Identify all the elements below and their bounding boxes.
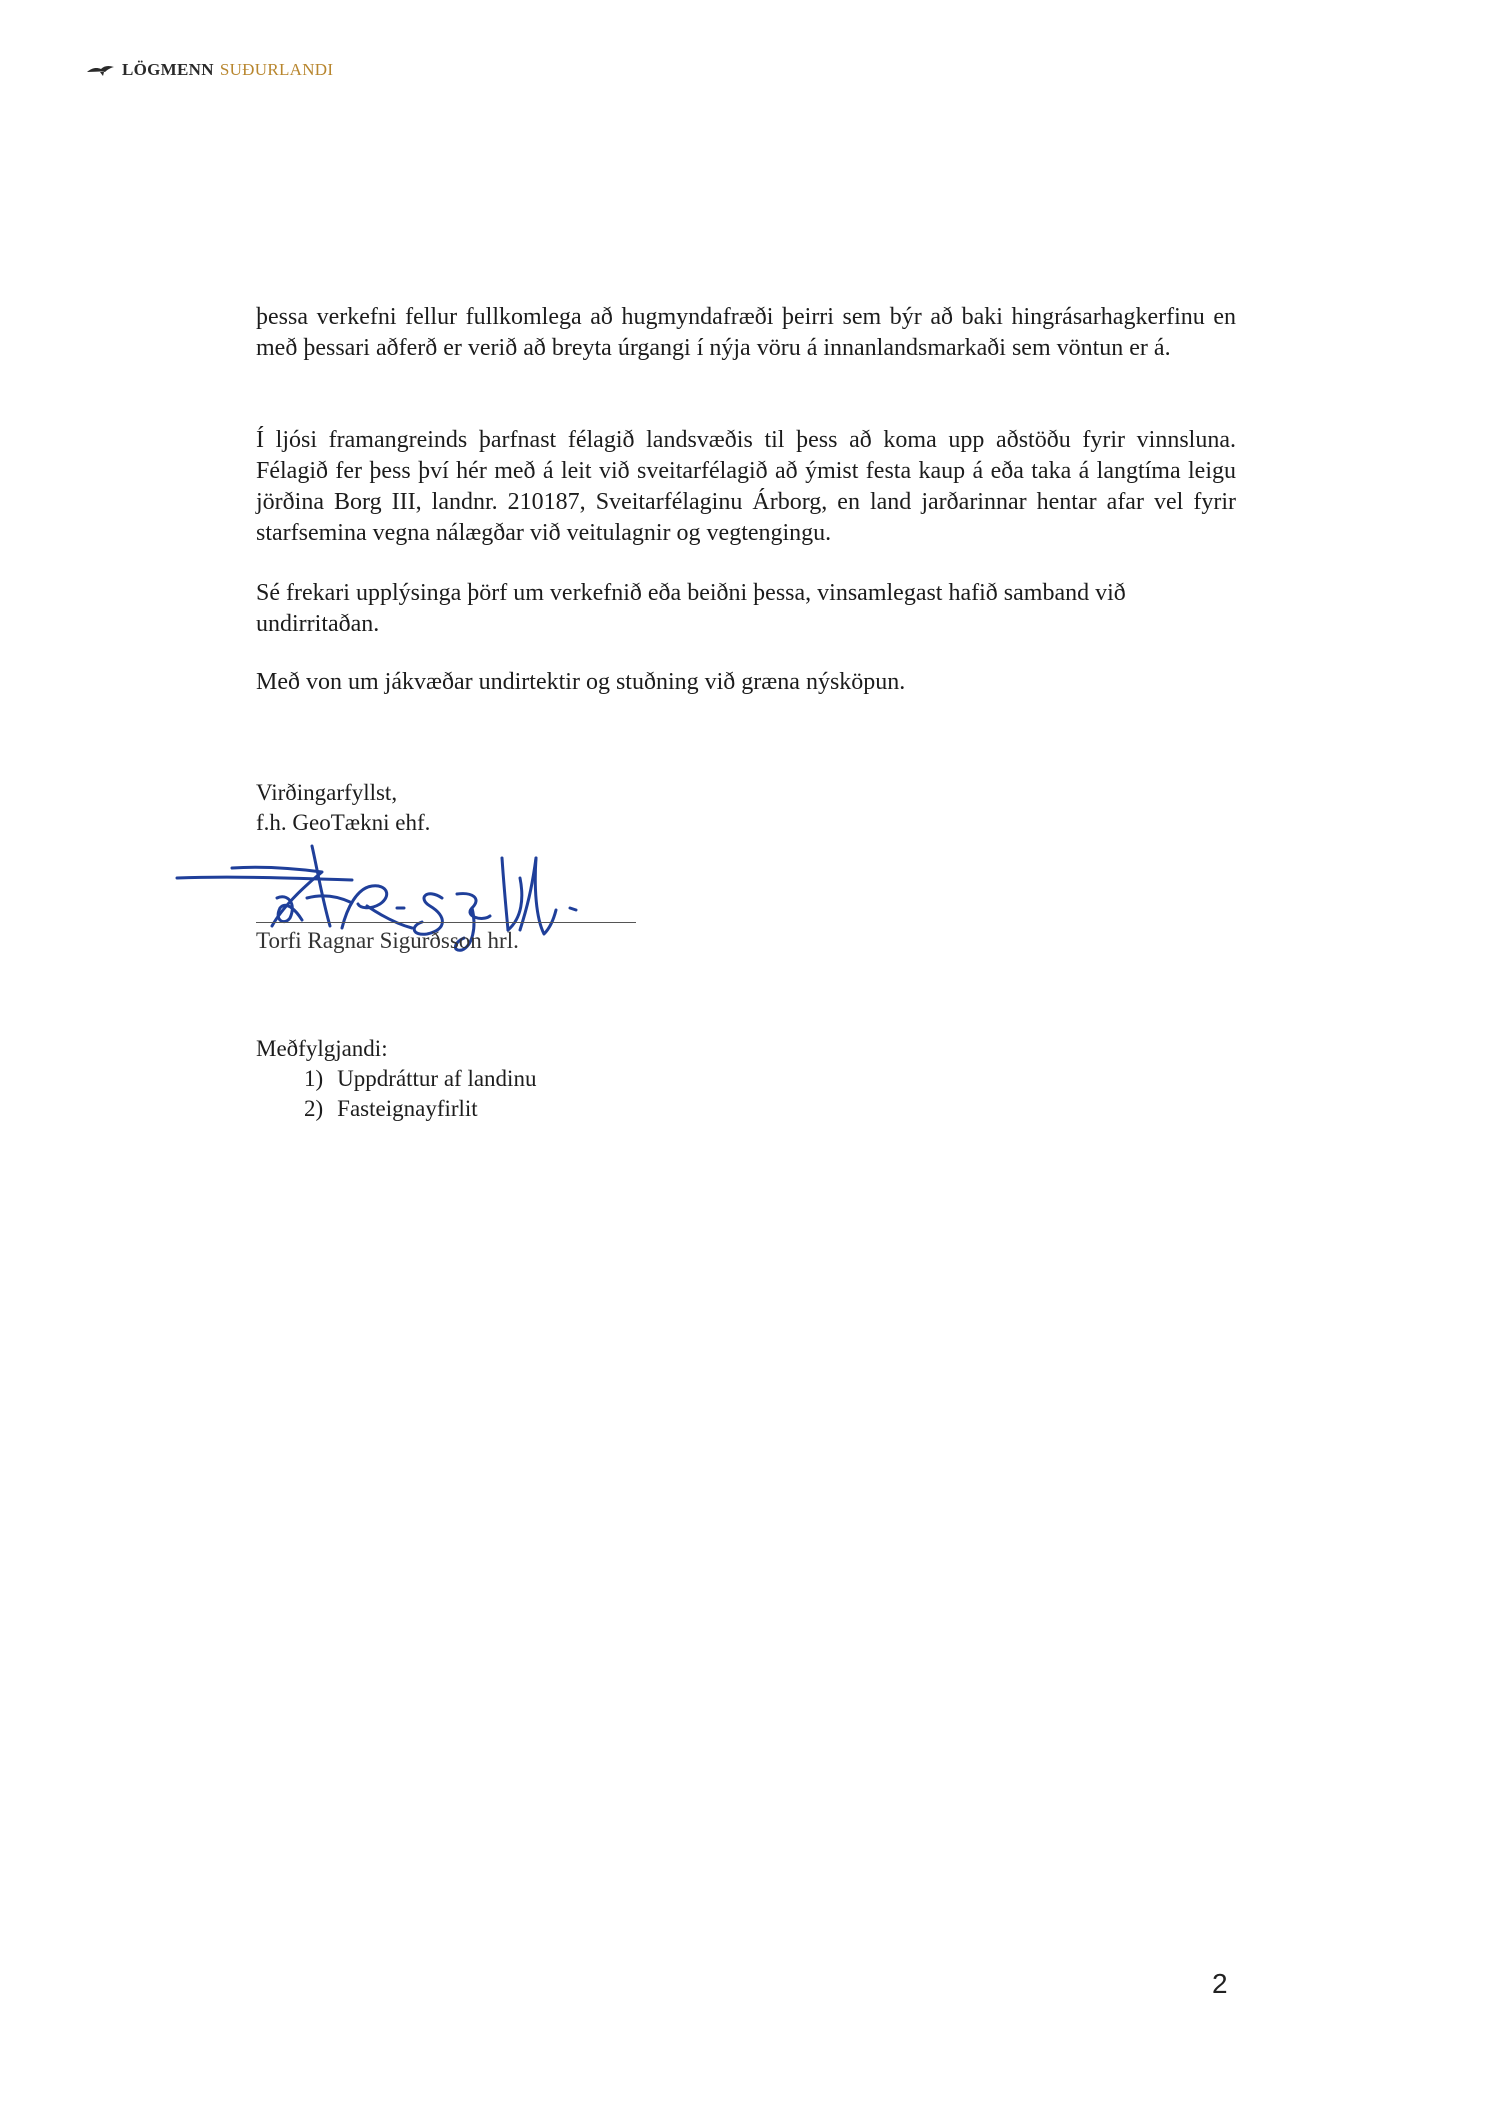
attachment-number: 1) [304,1066,324,1091]
attachment-number: 2) [304,1096,324,1121]
attachments-heading: Meðfylgjandi: [256,1036,388,1061]
list-item [304,1094,536,1124]
on-behalf-line: f.h. GeoTækni ehf. [256,810,431,835]
paragraph-1: þessa verkefni fellur fullkomlega að hugmyndafræði þeirri sem býr að baki hingrásarhagkerfinu en með þessari aðferð er verið að breyta úrgangi í nýja vöru á innanlandsmarkaði sem vöntun er á. [256,304,1236,361]
brand-name-primary: LÖGMENN [122,60,214,79]
letterhead [86,60,333,80]
bird-logo-icon [86,63,116,77]
signer-name: Torfi Ragnar Sigurðsson hrl. [256,928,519,953]
brand-name-secondary: SUÐURLANDI [219,60,334,79]
attachments-block [256,1034,536,1124]
attachments-list [256,1064,536,1124]
salutation: Virðingarfyllst, [256,780,398,805]
attachment-label: Fasteignayfirlit [337,1096,478,1121]
attachment-label: Uppdráttur af landinu [337,1066,537,1091]
paragraph-3: Sé frekari upplýsinga þörf um verkefnið eða beiðni þessa, vinsamlegast hafið samband við undirritaðan. [256,580,1126,637]
page-number: 2 [1212,1968,1228,1999]
paragraph-4: Með von um jákvæðar undirtektir og stuðning við græna nýsköpun. [256,669,906,695]
signature-line [256,922,636,923]
paragraph-2: Í ljósi framangreinds þarfnast félagið landsvæðis til þess að koma upp aðstöðu fyrir vinnsluna. Félagið fer þess því hér með á leit við sveitarfélagið að ýmist festa kaup á eða taka á langtíma leigu jörðina Borg III, landnr. 210187, Sveitarfélaginu Árborg, en land jarðarinnar hentar afar vel fyrir starfsemina vegna nálægðar við veitulagnir og vegtengingu. [256,427,1236,546]
closing-block [256,778,430,838]
list-item [304,1064,536,1094]
